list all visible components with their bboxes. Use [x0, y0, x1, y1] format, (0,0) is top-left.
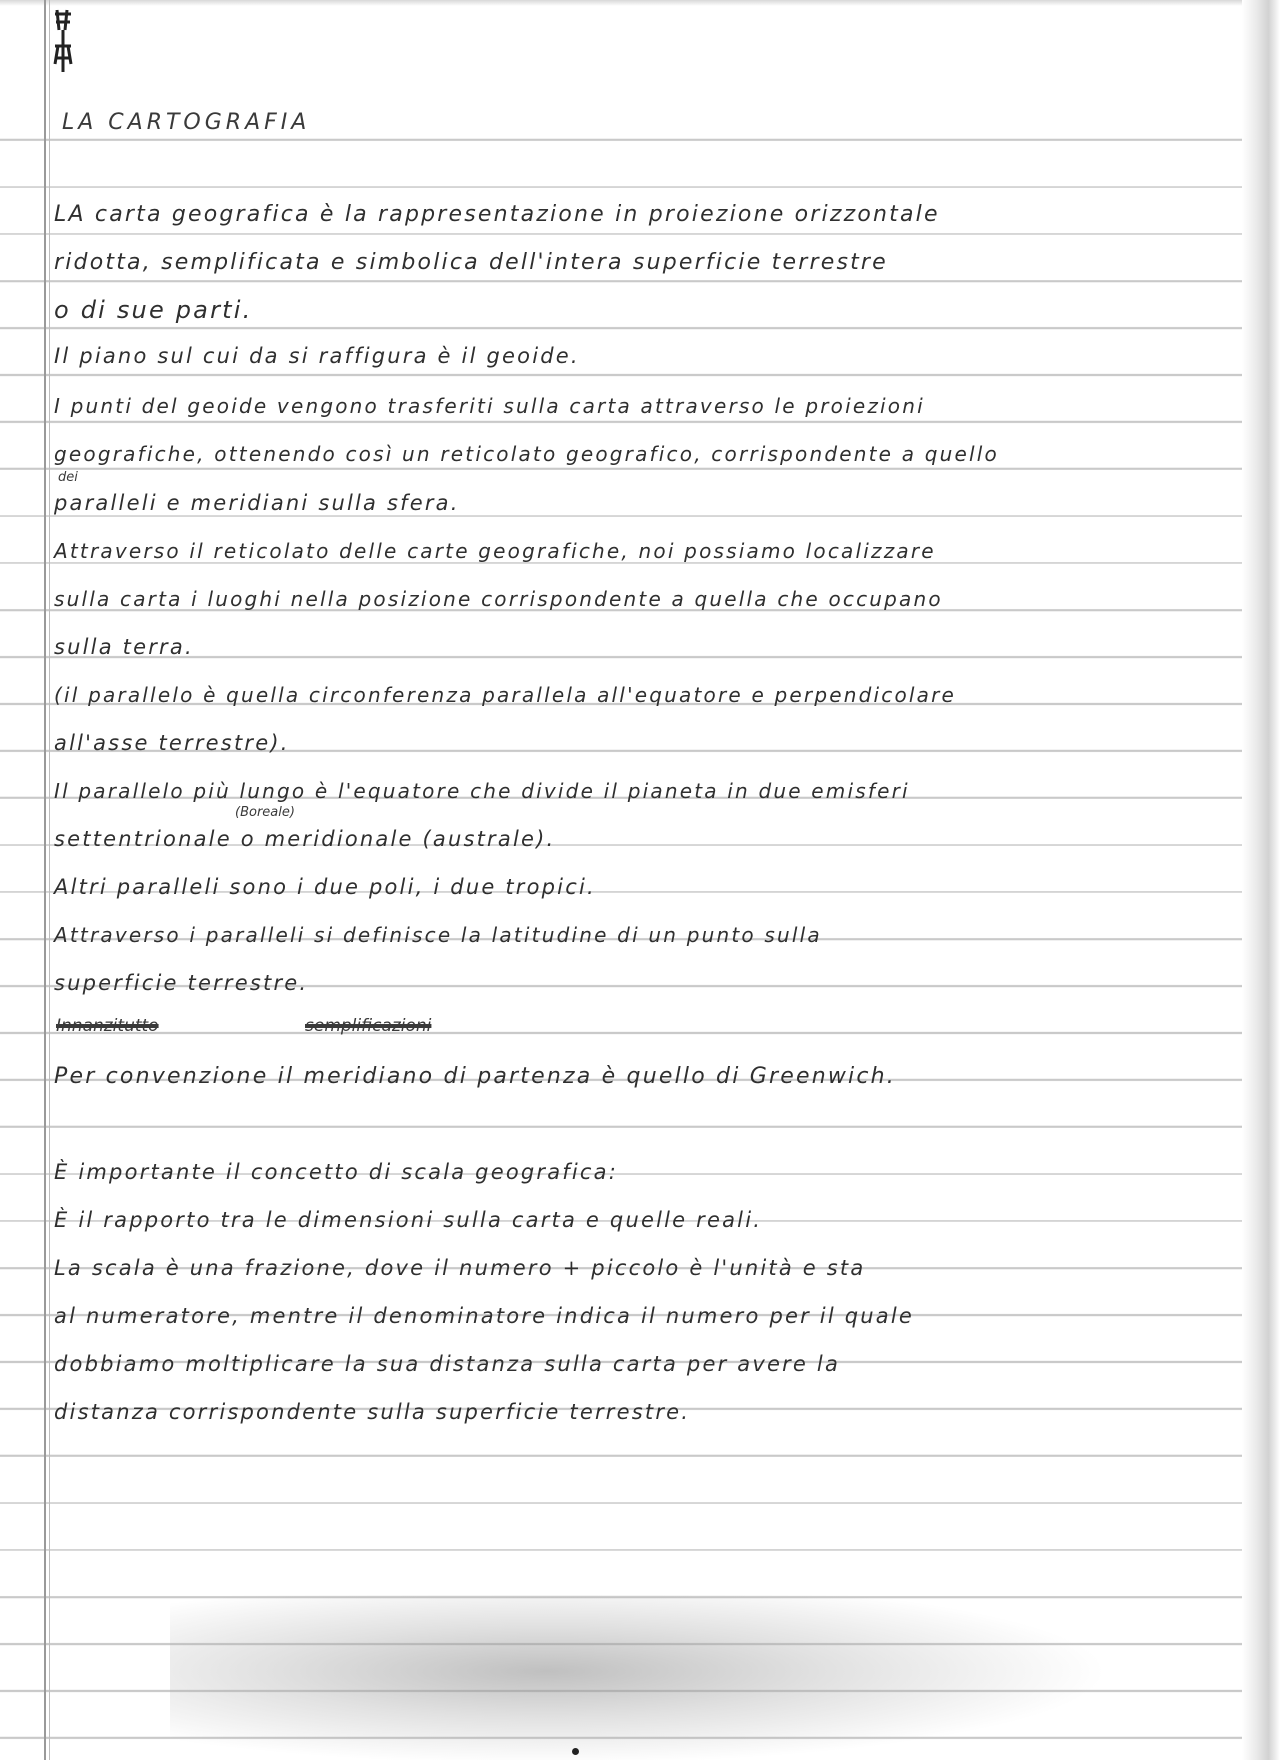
text-line: ridotta, semplificata e simbolica dell'intera superficie terrestre	[54, 250, 888, 275]
struck-word: semplificazioni	[305, 1016, 432, 1036]
text-line: geografiche, ottenendo così un reticolato geografico, corrispondente a quello	[54, 442, 999, 466]
text-line: LA carta geografica è la rappresentazione in proiezione orizzontale	[54, 202, 940, 227]
annotation-boreale: (Boreale)	[235, 805, 295, 820]
annotation-dei: dei	[58, 470, 78, 485]
text-line: Attraverso i paralleli si definisce la latitudine di un punto sulla	[54, 923, 822, 947]
smudge	[170, 1595, 1110, 1760]
text-line: (il parallelo è quella circonferenza parallela all'equatore e perpendicolare	[54, 683, 957, 707]
text-line: sulla terra.	[54, 635, 194, 659]
text-line: È il rapporto tra le dimensioni sulla carta e quelle reali.	[54, 1208, 763, 1232]
margin-line-inner	[49, 0, 50, 1760]
ink-dot	[572, 1748, 579, 1755]
text-line: Il piano sul cui da si raffigura è il geoide.	[54, 344, 580, 368]
text-line: settentrionale o meridionale (australe).	[54, 827, 556, 851]
text-line: Attraverso il reticolato delle carte geografiche, noi possiamo localizzare	[54, 539, 936, 563]
text-line: Per convenzione il meridiano di partenza è quello di Greenwich.	[54, 1064, 896, 1089]
text-line: È importante il concetto di scala geografica:	[54, 1160, 619, 1184]
text-line: Il parallelo più lungo è l'equatore che divide il pianeta in due emisferi	[54, 779, 910, 803]
text-line: distanza corrispondente sulla superficie terrestre.	[54, 1400, 691, 1424]
text-line: La scala è una frazione, dove il numero + piccolo è l'unità e sta	[54, 1256, 866, 1280]
text-line: al numeratore, mentre il denominatore indica il numero per il quale	[54, 1304, 915, 1328]
text-line: I punti del geoide vengono trasferiti sulla carta attraverso le proiezioni	[54, 394, 925, 418]
struck-word: Innanzitutto	[56, 1016, 159, 1036]
top-shadow	[0, 0, 1280, 6]
text-line: sulla carta i luoghi nella posizione corrispondente a quella che occupano	[54, 587, 943, 611]
page-edge	[1242, 0, 1280, 1760]
text-line: dobbiamo moltiplicare la sua distanza sulla carta per avere la	[54, 1352, 841, 1376]
text-line: paralleli e meridiani sulla sfera.	[54, 491, 460, 515]
text-line: Altri paralleli sono i due poli, i due tropici.	[54, 875, 596, 899]
margin-line	[44, 0, 46, 1760]
text-line: superficie terrestre.	[54, 971, 309, 995]
text-line: all'asse terrestre).	[54, 731, 290, 755]
page-title: LA CARTOGRAFIA	[62, 110, 311, 135]
corner-doodle-icon	[52, 6, 74, 76]
text-line: o di sue parti.	[54, 296, 253, 324]
